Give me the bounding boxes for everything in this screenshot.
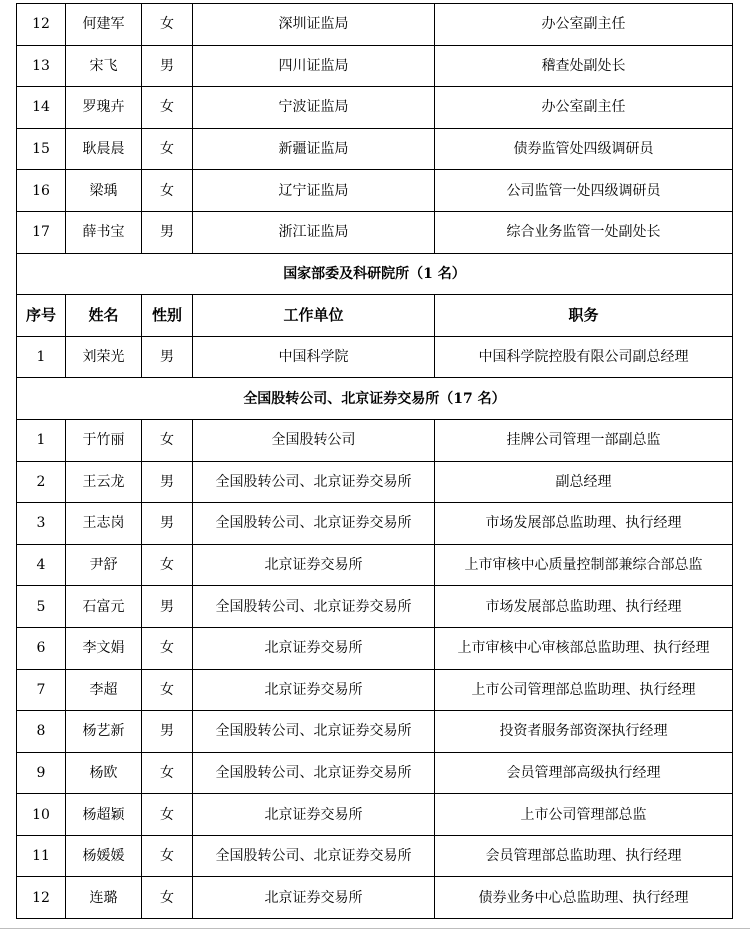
cell-index: 1: [17, 419, 66, 461]
column-header-position: 职务: [435, 295, 733, 337]
cell-index: 3: [17, 503, 66, 545]
column-header-row: [17, 295, 733, 337]
table-row: [17, 128, 733, 170]
cell-name: 于竹丽: [66, 419, 142, 461]
cell-gender: 女: [142, 419, 193, 461]
cell-unit: 全国股转公司、北京证券交易所: [193, 835, 435, 877]
cell-unit: 全国股转公司、北京证券交易所: [193, 503, 435, 545]
cell-index: 8: [17, 711, 66, 753]
cell-gender: 女: [142, 669, 193, 711]
cell-gender: 男: [142, 503, 193, 545]
cell-position: 稽查处副处长: [435, 45, 733, 87]
cell-index: 17: [17, 211, 66, 253]
cell-name: 石富元: [66, 586, 142, 628]
cell-gender: 女: [142, 877, 193, 919]
column-header-unit: 工作单位: [193, 295, 435, 337]
cell-index: 4: [17, 544, 66, 586]
cell-position: 上市公司管理部总监: [435, 794, 733, 836]
cell-position: 综合业务监管一处副处长: [435, 211, 733, 253]
cell-name: 梁瑀: [66, 170, 142, 212]
table-row: [17, 586, 733, 628]
section-heading-ministries-title: 国家部委及科研院所（1 名）: [17, 253, 733, 295]
cell-position: 会员管理部总监助理、执行经理: [435, 835, 733, 877]
cell-position: 挂牌公司管理一部副总监: [435, 419, 733, 461]
cell-unit: 全国股转公司: [193, 419, 435, 461]
cell-index: 13: [17, 45, 66, 87]
cell-name: 李超: [66, 669, 142, 711]
cell-name: 薛书宝: [66, 211, 142, 253]
cell-gender: 男: [142, 461, 193, 503]
cell-unit: 北京证券交易所: [193, 877, 435, 919]
table-row: [17, 752, 733, 794]
cell-gender: 男: [142, 711, 193, 753]
cell-index: 11: [17, 835, 66, 877]
cell-position: 副总经理: [435, 461, 733, 503]
table-row: [17, 461, 733, 503]
cell-position: 上市公司管理部总监助理、执行经理: [435, 669, 733, 711]
column-header-gender: 性别: [142, 295, 193, 337]
cell-unit: 北京证券交易所: [193, 544, 435, 586]
cell-gender: 女: [142, 544, 193, 586]
cell-index: 6: [17, 627, 66, 669]
cell-name: 尹舒: [66, 544, 142, 586]
cell-position: 办公室副主任: [435, 4, 733, 46]
cell-index: 2: [17, 461, 66, 503]
cell-unit: 全国股转公司、北京证券交易所: [193, 752, 435, 794]
cell-gender: 女: [142, 752, 193, 794]
table-row: [17, 669, 733, 711]
cell-gender: 女: [142, 627, 193, 669]
table-row: [17, 877, 733, 919]
cell-position: 投资者服务部资深执行经理: [435, 711, 733, 753]
cell-name: 宋飞: [66, 45, 142, 87]
cell-gender: 男: [142, 336, 193, 378]
cell-position: 债券监管处四级调研员: [435, 128, 733, 170]
cell-gender: 女: [142, 794, 193, 836]
table-row: [17, 87, 733, 129]
table-row: [17, 627, 733, 669]
cell-name: 何建军: [66, 4, 142, 46]
cell-unit: 北京证券交易所: [193, 794, 435, 836]
roster-body: [17, 4, 733, 919]
cell-name: 连璐: [66, 877, 142, 919]
section-heading-ministries: [17, 253, 733, 295]
cell-gender: 男: [142, 211, 193, 253]
cell-index: 12: [17, 4, 66, 46]
cell-index: 14: [17, 87, 66, 129]
table-row: [17, 835, 733, 877]
cell-position: 公司监管一处四级调研员: [435, 170, 733, 212]
cell-gender: 男: [142, 586, 193, 628]
cell-unit: 四川证监局: [193, 45, 435, 87]
section-heading-exchange: [17, 378, 733, 420]
cell-index: 12: [17, 877, 66, 919]
table-row: [17, 45, 733, 87]
cell-gender: 女: [142, 835, 193, 877]
cell-position: 市场发展部总监助理、执行经理: [435, 586, 733, 628]
cell-index: 9: [17, 752, 66, 794]
cell-unit: 全国股转公司、北京证券交易所: [193, 461, 435, 503]
cell-unit: 新疆证监局: [193, 128, 435, 170]
cell-gender: 女: [142, 128, 193, 170]
cell-name: 杨欧: [66, 752, 142, 794]
cell-unit: 中国科学院: [193, 336, 435, 378]
page-bottom-rule: [0, 928, 750, 929]
cell-name: 杨媛媛: [66, 835, 142, 877]
cell-name: 王志岗: [66, 503, 142, 545]
table-row: [17, 170, 733, 212]
cell-unit: 北京证券交易所: [193, 627, 435, 669]
cell-gender: 女: [142, 170, 193, 212]
cell-name: 杨艺新: [66, 711, 142, 753]
cell-name: 杨超颖: [66, 794, 142, 836]
table-row: [17, 4, 733, 46]
cell-index: 1: [17, 336, 66, 378]
cell-unit: 宁波证监局: [193, 87, 435, 129]
table-row: [17, 544, 733, 586]
cell-index: 7: [17, 669, 66, 711]
cell-position: 中国科学院控股有限公司副总经理: [435, 336, 733, 378]
cell-position: 上市审核中心质量控制部兼综合部总监: [435, 544, 733, 586]
table-row: [17, 211, 733, 253]
cell-position: 办公室副主任: [435, 87, 733, 129]
column-header-name: 姓名: [66, 295, 142, 337]
cell-index: 10: [17, 794, 66, 836]
cell-gender: 女: [142, 4, 193, 46]
cell-name: 罗瑰卉: [66, 87, 142, 129]
cell-gender: 女: [142, 87, 193, 129]
cell-unit: 浙江证监局: [193, 211, 435, 253]
cell-position: 上市审核中心审核部总监助理、执行经理: [435, 627, 733, 669]
cell-unit: 辽宁证监局: [193, 170, 435, 212]
cell-unit: 全国股转公司、北京证券交易所: [193, 711, 435, 753]
cell-name: 王云龙: [66, 461, 142, 503]
roster-table: [16, 3, 733, 919]
cell-index: 5: [17, 586, 66, 628]
cell-unit: 全国股转公司、北京证券交易所: [193, 586, 435, 628]
cell-position: 债券业务中心总监助理、执行经理: [435, 877, 733, 919]
cell-index: 16: [17, 170, 66, 212]
cell-unit: 北京证券交易所: [193, 669, 435, 711]
cell-index: 15: [17, 128, 66, 170]
cell-name: 耿晨晨: [66, 128, 142, 170]
table-row: [17, 711, 733, 753]
section-heading-exchange-title: 全国股转公司、北京证券交易所（17 名）: [17, 378, 733, 420]
cell-unit: 深圳证监局: [193, 4, 435, 46]
cell-position: 市场发展部总监助理、执行经理: [435, 503, 733, 545]
table-row: [17, 794, 733, 836]
cell-position: 会员管理部高级执行经理: [435, 752, 733, 794]
table-row: [17, 503, 733, 545]
cell-name: 刘荣光: [66, 336, 142, 378]
column-header-index: 序号: [17, 295, 66, 337]
cell-name: 李文娟: [66, 627, 142, 669]
table-row: [17, 336, 733, 378]
table-row: [17, 419, 733, 461]
cell-gender: 男: [142, 45, 193, 87]
